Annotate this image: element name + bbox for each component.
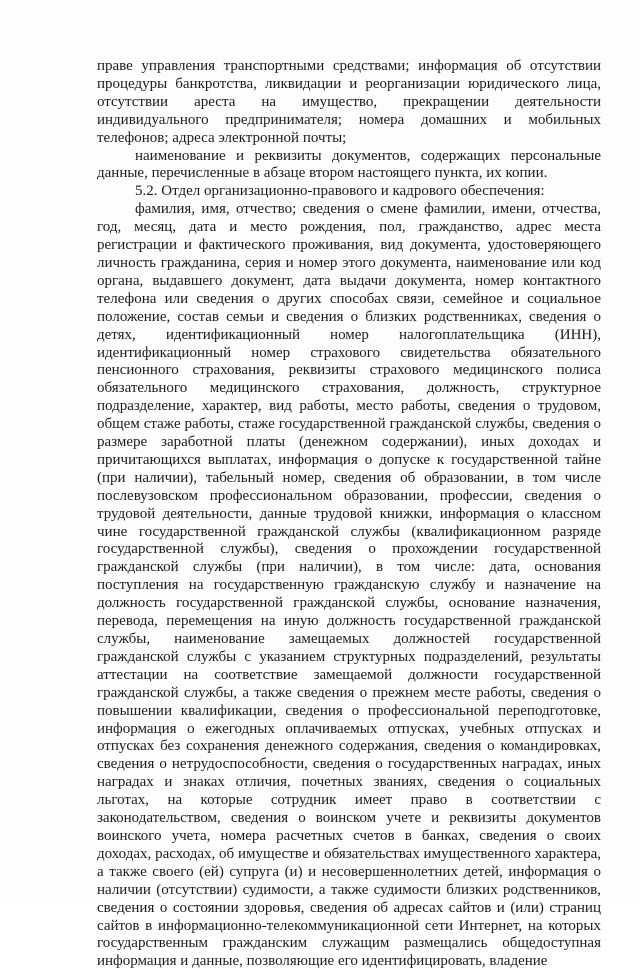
- section-heading-5-2: 5.2. Отдел организационно-правового и кадрового обеспечения:: [135, 183, 545, 200]
- paragraph-4: фамилия, имя, отчество; сведения о смене фамилии, имени, отчества, год, месяц, дата и место рождения, пол, гражданство, адрес места регистрации и фактического проживания, вид документа, удостоверяющего личность гражданина, серия и номер этого документа, наименование или код органа, выдавшего документ, дата выдачи документа, номер контактного телефона или сведения о других способах связи, семейное и социальное положение, состав семьи и сведения о близких родственниках, сведения о детях, идентификационный номер налогоплательщика (ИНН), идентификационный номер страхового свидетельства обязательного пенсионного страхования, реквизиты страхового медицинского полиса обязательного медицинского страхования, должность, структурное подразделение, характер, вид работы, место работы, сведения о трудовом, общем стаже работы, стаже государственной гражданской службы, сведения о размере заработной платы (денежном содержании), иных доходах и причитающихся выплатах, информация о допуске к государственной тайне (при наличии), табельный номер, сведения об образовании, в том числе послевузовском профессиональном образовании, профессии, сведения о трудовой деятельности, данные трудовой книжки, информация о классном чине государственной гражданской службы (квалификационном разряде государственной службы), сведения о прохождении государственной гражданской службы (при наличии), в том числе: дата, основания поступления на государственную гражданскую службу и назначение на должность государственной гражданской службы, основание назначения, перевода, перемещения на иную должность государственной гражданской службы, наименование замещаемых должностей государственной гражданской службы с указанием структурных подразделений, результаты аттестации на соответствие замещаемой должности государственной гражданской службы, а также сведения о прежнем месте работы, сведения о повышении квалификации, сведения о профессиональной переподготовке, информация о ежегодных оплачиваемых отпусках, учебных отпусках и отпусках без сохранения денежного содержания, сведения о командировках, сведения о нетрудоспособности, сведения о государственных наградах, иных наградах и знаках отличия, почетных званиях, сведения о социальных льготах, на которые сотрудник имеет право в соответствии с законодательством, сведения о воинском учете и реквизиты документов воинского учета, номера расчетных счетов в банках, сведения о своих доходах, расходах, об имуществе и обязательствах имущественного характера, а также своего (ей) супруга (и) и несовершеннолетних детей, информация о наличии (отсутствии) судимости, а также судимости близких родственников, сведения о состоянии здоровья, сведения об адресах сайтов и (или) страниц сайтов в информационно-телекоммуникационной сети Интернет, на которых государственным гражданским служащим размещались общедоступная информация и данные, позволяющие его идентифицировать, владение: [97, 201, 601, 970]
- paragraph-1: праве управления транспортными средствами; информация об отсутствии процедуры банкротства, ликвидации и реорганизации юридического лица, отсутствии ареста на имущество, прекращении деятельности индивидуального предпринимателя; номера домашних и мобильных телефонов; адреса электронной почты;: [97, 58, 601, 146]
- document-body: [97, 58, 601, 971]
- paragraph-2: наименование и реквизиты документов, содержащих персональные данные, перечисленные в абзаце втором настоящего пункта, их копии.: [97, 147, 601, 182]
